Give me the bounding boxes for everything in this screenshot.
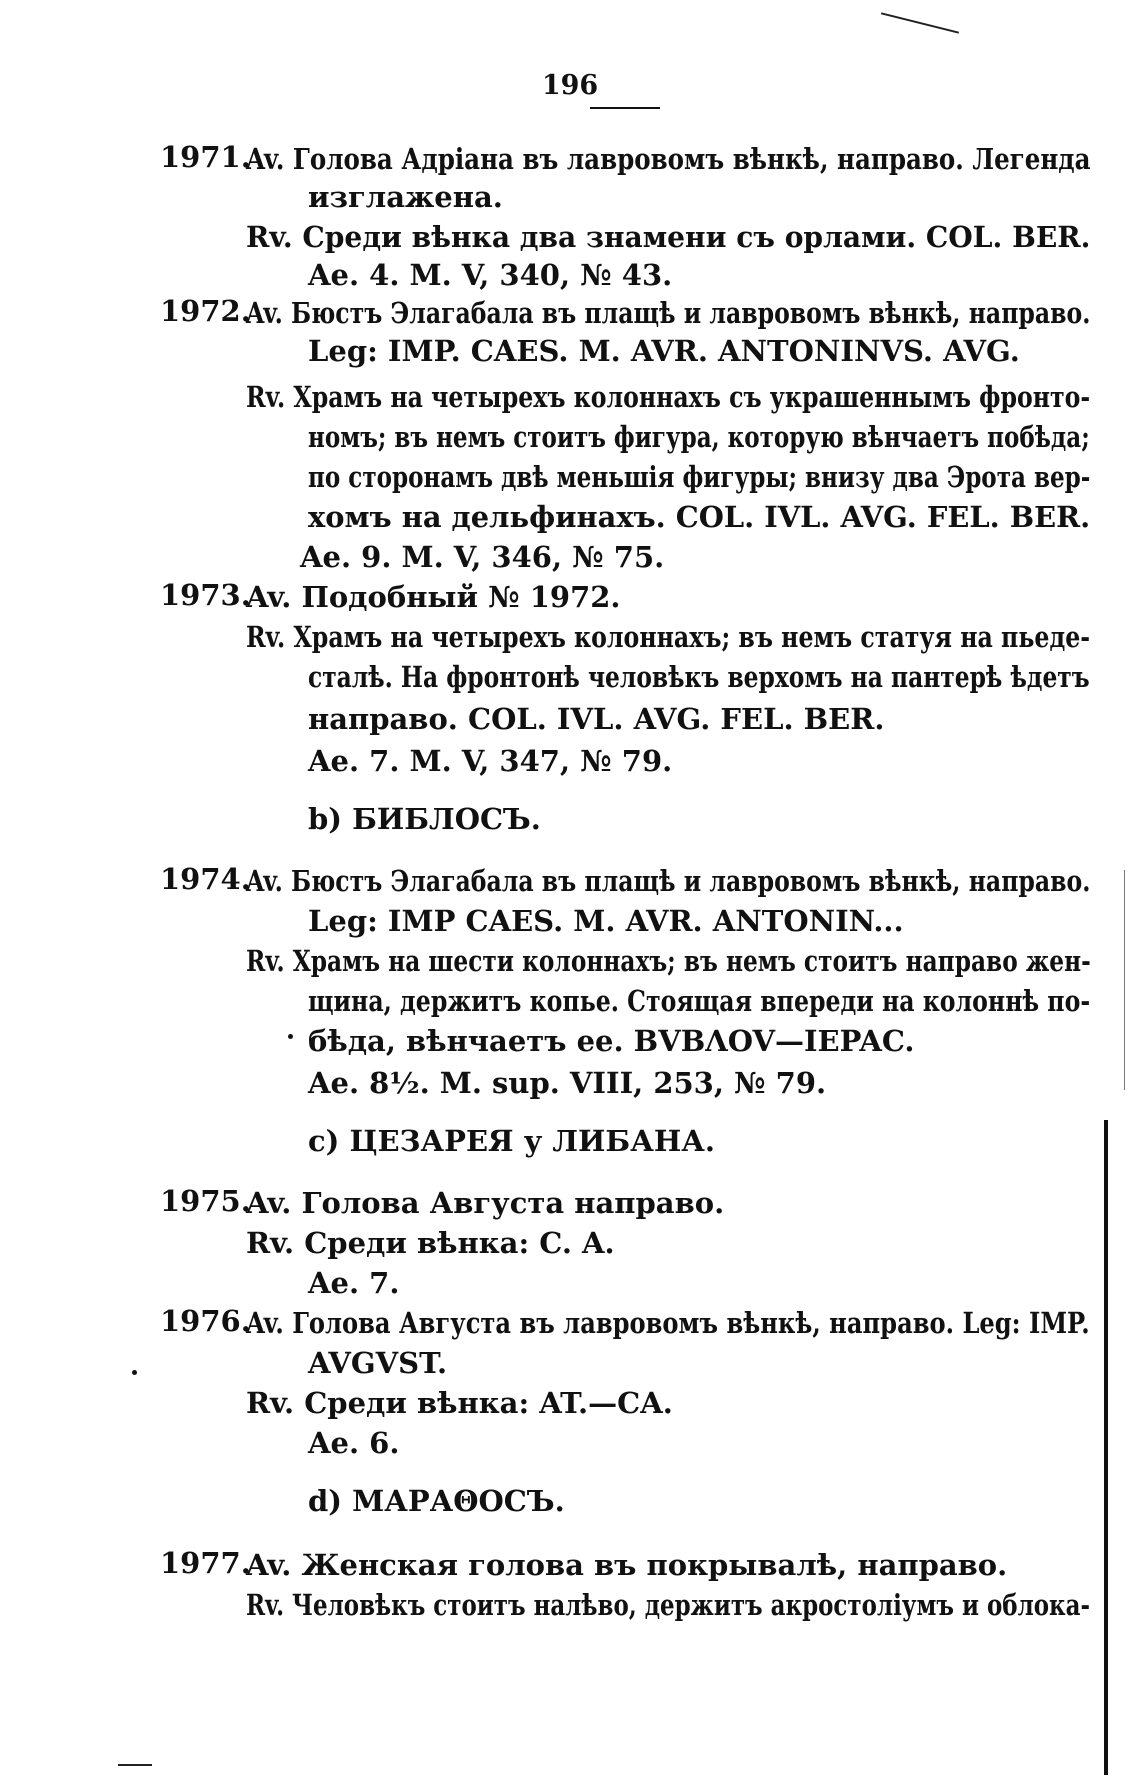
entry-line: Av. Бюстъ Элагабала въ плащѣ и лавровомъ вѣнкѣ, направо.: [246, 864, 1091, 898]
entry-line: Ae. 7. M. V, 347, № 79.: [308, 744, 673, 778]
entry-line: Av. Голова Августа въ лавровомъ вѣнкѣ, направо. Leg: IMP.: [246, 1306, 1090, 1340]
entry-line: Av. Голова Адріана въ лавровомъ вѣнкѣ, направо. Легенда: [246, 142, 1091, 176]
entry-number-1974: 1974.: [160, 862, 251, 896]
entry-line: Rv. Храмъ на четырехъ колоннахъ съ украшеннымъ фронто-: [246, 380, 1091, 414]
entry-line: номъ; въ немъ стоитъ фигура, которую вѣнчаетъ побѣда;: [308, 420, 1090, 454]
entry-line: Rv. Среди вѣнка: C. A.: [246, 1226, 615, 1260]
entry-line: Ae. 9. M. V, 346, № 75.: [300, 540, 665, 574]
page-edge-rule: [1104, 1120, 1108, 1775]
section-heading-c: c) ЦЕЗАРЕЯ у ЛИБАНА.: [308, 1124, 715, 1158]
entry-line: Rv. Храмъ на шести колоннахъ; въ немъ стоитъ направо жен-: [246, 944, 1091, 978]
scan-mark: [118, 1764, 152, 1766]
entry-line: Ae. 6.: [308, 1426, 400, 1460]
entry-line: Ae. 8½. M. sup. VIII, 253, № 79.: [308, 1066, 827, 1100]
page-number-rule: [590, 107, 660, 109]
entry-number-1972: 1972.: [160, 294, 251, 328]
entry-line: Av. Бюстъ Элагабала въ плащѣ и лавровомъ вѣнкѣ, направо.: [246, 296, 1091, 330]
entry-line: направо. COL. IVL. AVG. FEL. BER.: [308, 702, 885, 736]
entry-number-1977: 1977.: [160, 1546, 251, 1580]
scan-mark: [881, 12, 959, 33]
entry-line: AVGVST.: [308, 1346, 448, 1380]
entry-line: Rv. Среди вѣнка: AT.—CA.: [246, 1386, 673, 1420]
page-number: 196: [541, 70, 599, 101]
entry-line: Leg: IMP. CAES. M. AVR. ANTONINVS. AVG.: [308, 334, 1020, 368]
entry-line: щина, держитъ копье. Стоящая впереди на колоннѣ по-: [308, 984, 1091, 1018]
entry-line: по сторонамъ двѣ меньшія фигуры; внизу два Эрота вер-: [308, 460, 1091, 494]
margin-line: [1124, 870, 1125, 1090]
stray-dot: [132, 1370, 137, 1375]
entry-number-1976: 1976.: [160, 1304, 251, 1338]
entry-line: Rv. Храмъ на четырехъ колоннахъ; въ немъ статуя на пьеде-: [246, 620, 1091, 654]
entry-line: Leg: IMP CAES. M. AVR. ANTONIN...: [308, 904, 904, 938]
entry-line: сталѣ. На фронтонѣ человѣкъ верхомъ на пантерѣ ѣдетъ: [308, 660, 1090, 694]
entry-line: Rv. Человѣкъ стоитъ налѣво, держитъ акростоліумъ и облока-: [246, 1588, 1090, 1622]
section-heading-d: d) МАРАΘОСЪ.: [308, 1484, 565, 1518]
entry-number-1971: 1971.: [160, 140, 251, 174]
entry-line: Av. Женская голова въ покрывалѣ, направо.: [246, 1548, 1008, 1582]
entry-line: хомъ на дельфинахъ. COL. IVL. AVG. FEL. BER.: [308, 500, 1091, 534]
entry-line: Av. Подобный № 1972.: [246, 580, 621, 614]
entry-line: Rv. Среди вѣнка два знамени съ орлами. COL. BER.: [246, 220, 1091, 254]
section-heading-b: b) БИБЛОСЪ.: [308, 802, 541, 836]
entry-line: Ae. 7.: [308, 1266, 400, 1300]
entry-line: Av. Голова Августа направо.: [246, 1186, 725, 1220]
entry-line: бѣда, вѣнчаетъ ее. BVBΛOV—IEPAC.: [308, 1024, 915, 1058]
entry-line: изглажена.: [308, 180, 503, 214]
entry-number-1975: 1975.: [160, 1184, 251, 1218]
entry-number-1973: 1973.: [160, 578, 251, 612]
stray-dot: [288, 1034, 293, 1039]
entry-line: Ae. 4. M. V, 340, № 43.: [308, 258, 673, 292]
